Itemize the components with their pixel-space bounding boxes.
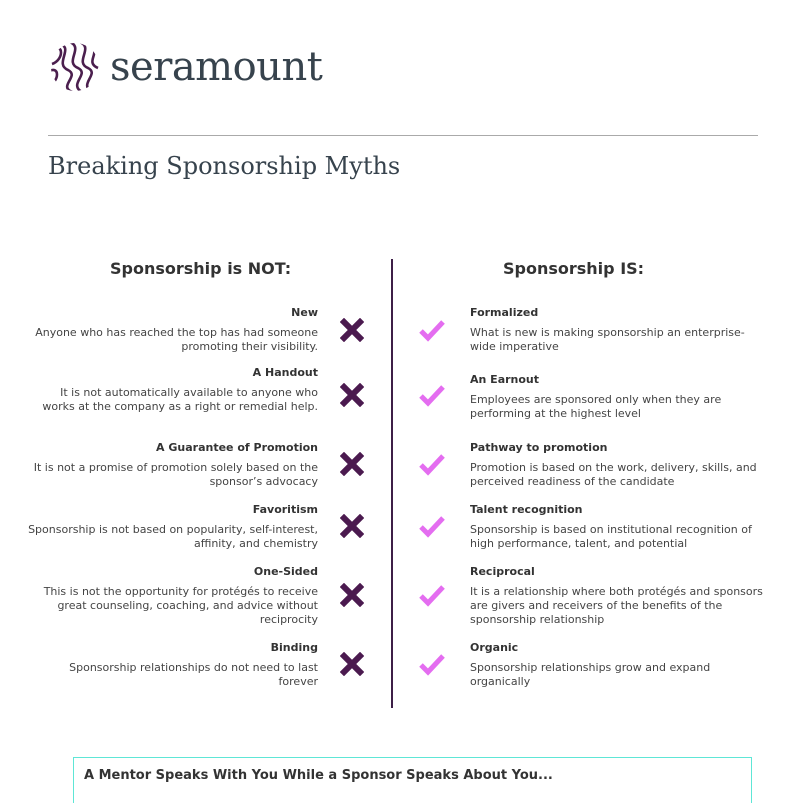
not-item-desc: Anyone who has reached the top has had someone promoting their visibility.: [35, 326, 318, 353]
is-item: [470, 565, 770, 627]
check-mark-icon: [418, 652, 446, 676]
not-item: [28, 641, 318, 689]
is-item: [470, 503, 770, 551]
not-item: [28, 441, 318, 489]
logo: [50, 42, 322, 92]
not-item-desc: Sponsorship is not based on popularity, self-interest, affinity, and chemistry: [28, 523, 318, 550]
not-item-title: Binding: [270, 641, 318, 654]
is-item-title: Talent recognition: [470, 503, 583, 516]
not-item-title: A Guarantee of Promotion: [156, 441, 318, 454]
check-mark-icon: [418, 318, 446, 342]
not-item-desc: It is not automatically available to anyone who works at the company as a right or remedial help.: [42, 386, 318, 413]
is-item-title: An Earnout: [470, 373, 540, 386]
is-item-desc: Sponsorship relationships grow and expand organically: [470, 661, 711, 688]
is-item-title: Organic: [470, 641, 519, 654]
check-mark-icon: [418, 383, 446, 407]
is-item-title: Reciprocal: [470, 565, 535, 578]
not-item-desc: It is not a promise of promotion solely based on the sponsor’s advocacy: [33, 461, 318, 488]
not-item: [28, 306, 318, 354]
not-item: [28, 366, 318, 414]
x-mark-icon: [340, 318, 364, 342]
check-mark-icon: [418, 514, 446, 538]
check-mark-icon: [418, 452, 446, 476]
not-item-desc: Sponsorship relationships do not need to last forever: [69, 661, 318, 688]
check-mark-icon: [418, 583, 446, 607]
x-mark-icon: [340, 383, 364, 407]
page-title: Breaking Sponsorship Myths: [48, 152, 401, 180]
not-item: [28, 565, 318, 627]
not-item-desc: This is not the opportunity for protégés to receive great counseling, coaching, and advice without reciprocity: [43, 585, 318, 626]
seramount-logo-icon: [50, 42, 100, 92]
not-item-title: One-Sided: [253, 565, 318, 578]
column-divider: [391, 259, 393, 708]
header-divider: [48, 135, 758, 136]
is-item-title: Pathway to promotion: [470, 441, 608, 454]
x-mark-icon: [340, 452, 364, 476]
is-item: [470, 441, 770, 489]
is-item-desc: It is a relationship where both protégés and sponsors are givers and receivers of the benefits of the sponsorship relationship: [470, 585, 763, 626]
is-item-title: Formalized: [470, 306, 539, 319]
not-item-title: Favoritism: [252, 503, 318, 516]
is-item: [470, 641, 770, 689]
callout-text: A Mentor Speaks With You While a Sponsor Speaks About You...: [84, 768, 553, 783]
is-item-desc: Sponsorship is based on institutional recognition of high performance, talent, and potential: [470, 523, 752, 550]
not-column-header: Sponsorship is NOT:: [110, 259, 292, 278]
not-item-title: A Handout: [252, 366, 318, 379]
is-item-desc: What is new is making sponsorship an enterprise-wide imperative: [470, 326, 745, 353]
x-mark-icon: [340, 583, 364, 607]
is-item: [470, 306, 770, 354]
is-item-desc: Promotion is based on the work, delivery, skills, and perceived readiness of the candidate: [470, 461, 757, 488]
not-item: [28, 503, 318, 551]
is-item: [470, 373, 770, 421]
callout-box: [73, 757, 752, 803]
brand-name: seramount: [110, 44, 323, 90]
is-item-desc: Employees are sponsored only when they are performing at the highest level: [470, 393, 722, 420]
not-item-title: New: [291, 306, 318, 319]
x-mark-icon: [340, 514, 364, 538]
x-mark-icon: [340, 652, 364, 676]
is-column-header: Sponsorship IS:: [503, 259, 645, 278]
